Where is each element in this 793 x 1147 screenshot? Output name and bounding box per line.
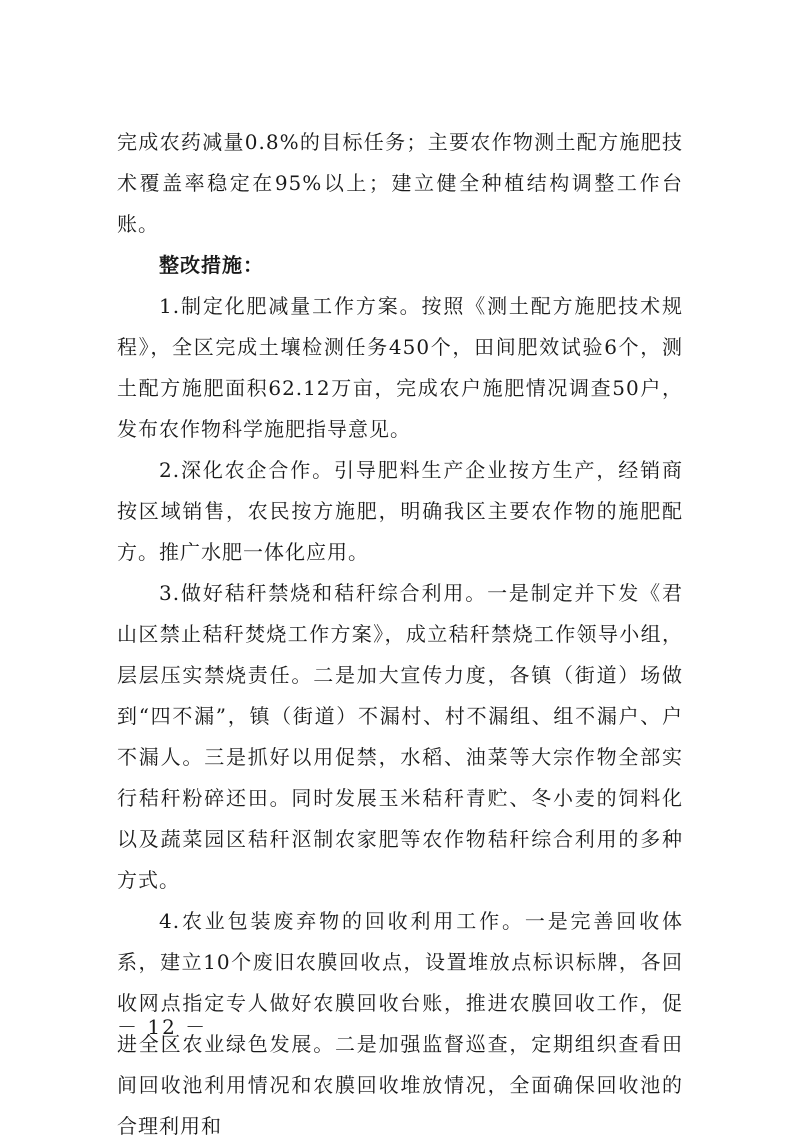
- paragraph-continuation: 完成农药减量0.8%的目标任务；主要农作物测土配方施肥技术覆盖率稳定在95%以上；建立健全种植结构调整工作台账。: [117, 130, 683, 236]
- paragraph-measure-2: 2.深化农企合作。引导肥料生产企业按方生产，经销商按区域销售，农民按方施肥，明确我区主要农作物的施肥配方。推广水肥一体化应用。: [117, 458, 683, 564]
- paragraph-measure-3: 3.做好秸秆禁烧和秸秆综合利用。一是制定并下发《君山区禁止秸秆焚烧工作方案》，成立秸秆禁烧工作领导小组，层层压实禁烧责任。二是加大宣传力度，各镇（街道）场做到“四不漏”，镇（街道）不漏村、村不漏组、组不漏户、户不漏人。三是抓好以用促禁，水稻、油菜等大宗作物全部实行秸秆粉碎还田。同时发展玉米秸秆青贮、冬小麦的饲料化以及蔬菜园区秸秆沤制农家肥等农作物秸秆综合利用的多种方式。: [117, 581, 683, 892]
- paragraph-measure-1: 1.制定化肥减量工作方案。按照《测土配方施肥技术规程》，全区完成土壤检测任务450个，田间肥效试验6个，测土配方施肥面积62.12万亩，完成农户施肥情况调查50户，发布农作物科学施肥指导意见。: [117, 294, 683, 441]
- page-number: － 12 －: [117, 1015, 208, 1039]
- document-body: [117, 122, 683, 1147]
- section-heading: 整改措施：: [159, 253, 264, 277]
- paragraph-measure-4: 4.农业包装废弃物的回收利用工作。一是完善回收体系，建立10个废旧农膜回收点，设置堆放点标识标牌，各回收网点指定专人做好农膜回收台账，推进农膜回收工作，促进全区农业绿色发展。二是加强监督巡查，定期组织查看田间回收池利用情况和农膜回收堆放情况，全面确保回收池的合理利用和: [117, 909, 683, 1138]
